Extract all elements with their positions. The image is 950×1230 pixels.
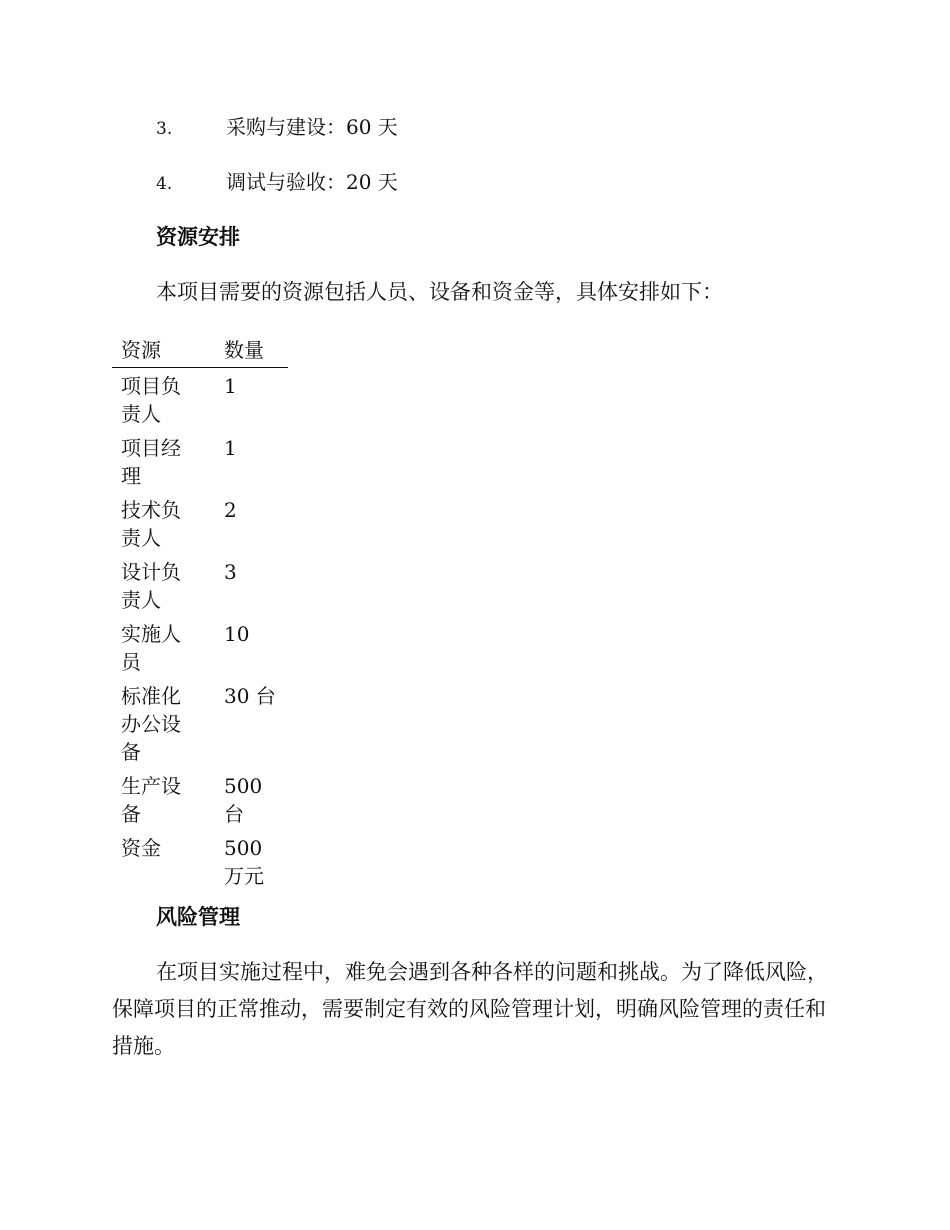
list-item-4 — [156, 168, 398, 198]
list-text: 调试与验收：20 天 — [226, 170, 398, 194]
table-row — [112, 616, 288, 678]
quantity-cell: 30 台 — [224, 684, 276, 708]
table-row — [112, 830, 288, 892]
table-row — [112, 554, 288, 616]
quantity-cell: 2 — [224, 498, 237, 522]
resource-cell: 实施人员 — [121, 622, 181, 674]
list-number: 4. — [156, 174, 173, 194]
resource-cell: 项目负责人 — [121, 374, 181, 426]
resource-cell: 技术负责人 — [121, 498, 181, 550]
resources-table — [112, 334, 288, 892]
resource-cell: 项目经理 — [121, 436, 181, 488]
resource-cell: 设计负责人 — [121, 560, 181, 612]
resources-intro: 本项目需要的资源包括人员、设备和资金等，具体安排如下： — [156, 280, 723, 304]
quantity-cell: 500 万元 — [224, 836, 264, 888]
resource-cell: 资金 — [121, 836, 161, 860]
quantity-cell: 1 — [224, 374, 237, 398]
quantity-cell: 500 台 — [224, 774, 263, 826]
quantity-cell: 10 — [224, 622, 250, 646]
table-header-row — [112, 334, 288, 368]
resource-cell: 生产设备 — [121, 774, 181, 826]
header-quantity: 数量 — [215, 334, 288, 368]
resource-cell: 标准化办公设备 — [121, 684, 181, 764]
list-item-3 — [156, 113, 398, 143]
table-row — [112, 430, 288, 492]
quantity-cell: 3 — [224, 560, 237, 584]
list-text: 采购与建设：60 天 — [226, 115, 398, 139]
quantity-cell: 1 — [224, 436, 237, 460]
table-row — [112, 492, 288, 554]
table-row — [112, 678, 288, 768]
table-row — [112, 768, 288, 830]
resources-heading: 资源安排 — [156, 225, 240, 249]
risk-heading: 风险管理 — [156, 905, 240, 929]
table-row — [112, 368, 288, 431]
list-number: 3. — [156, 119, 173, 139]
header-resource: 资源 — [112, 334, 215, 368]
risk-paragraph: 在项目实施过程中，难免会遇到各种各样的问题和挑战。为了降低风险，保障项目的正常推动，需要制定有效的风险管理计划，明确风险管理的责任和措施。 — [112, 960, 828, 1058]
